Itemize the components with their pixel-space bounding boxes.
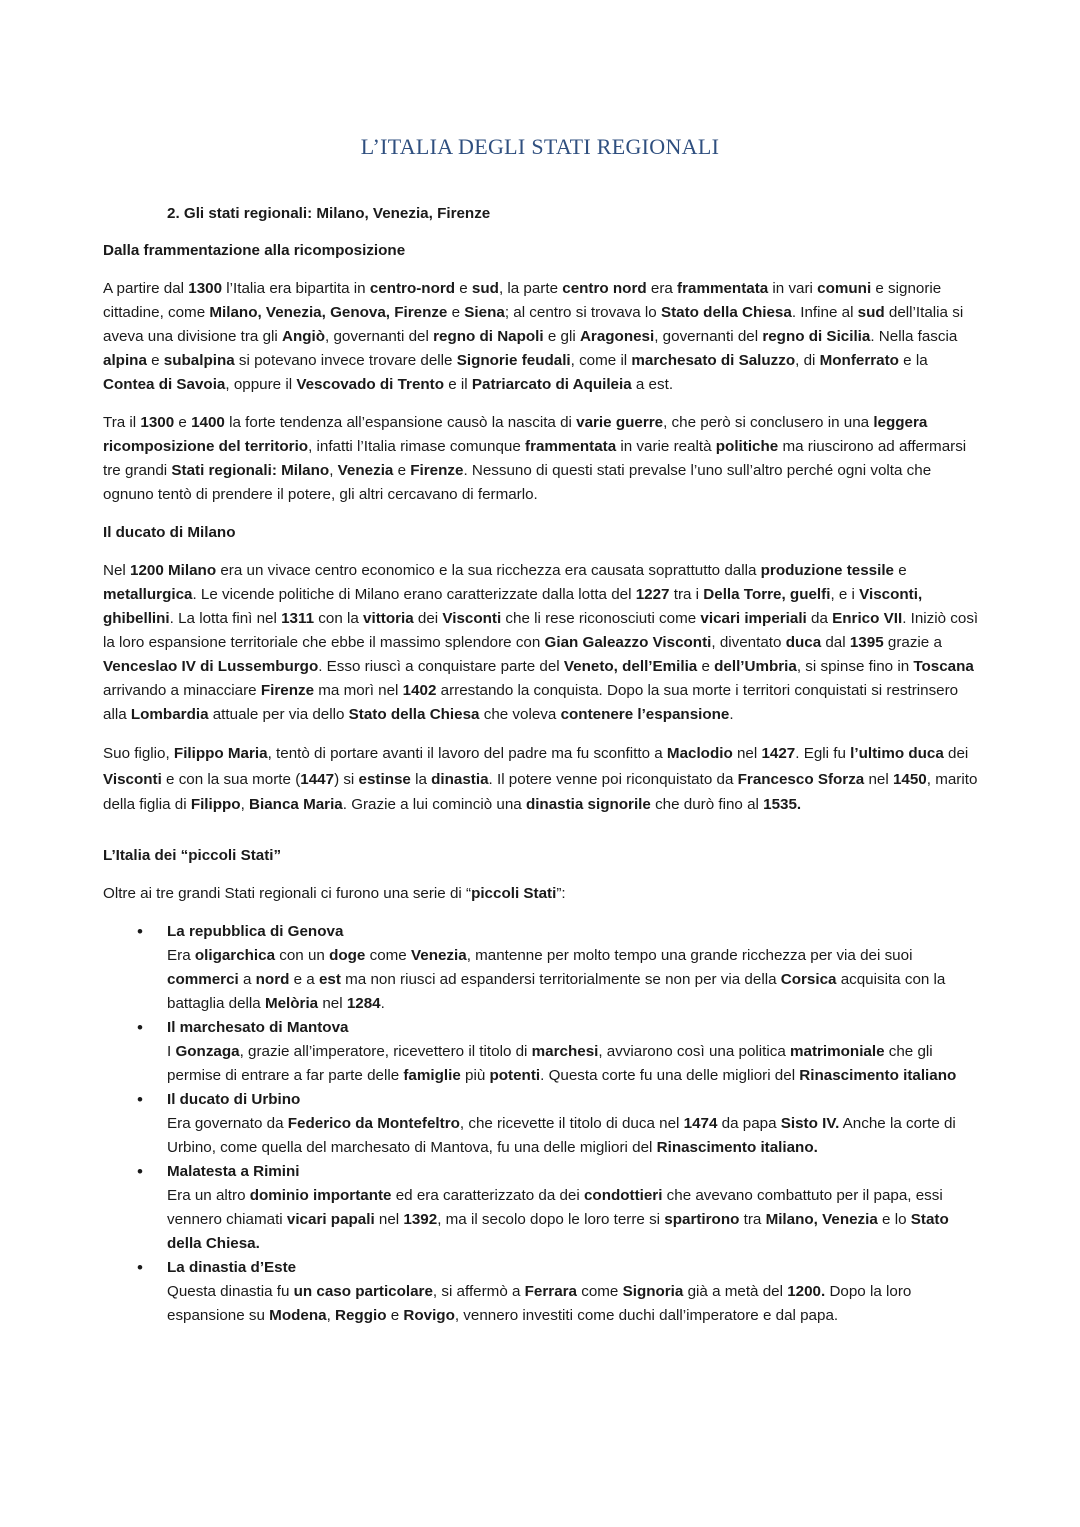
list-item-text: Era un altro dominio importante ed era caratterizzato da dei condottieri che avevano combattuto per il papa, essi vennero chiamati vicari papali nel 1392, ma il secolo dopo le loro terre si spartirono tra Milano, Venezia e lo Stato della Chiesa.	[167, 1186, 949, 1252]
list-item-text: Questa dinastia fu un caso particolare, si affermò a Ferrara come Signoria già a metà del 1200. Dopo la loro espansione su Modena, Reggio e Rovigo, vennero investiti come duchi dall’imperatore e dal papa.	[167, 1282, 912, 1324]
paragraph-5: Oltre ai tre grandi Stati regionali ci furono una serie di “piccoli Stati”:	[103, 884, 566, 902]
list-item	[103, 1088, 979, 1160]
list-item-title: • Il ducato di Urbino	[167, 1090, 301, 1108]
list-item-title: • Il marchesato di Mantova	[167, 1018, 349, 1036]
page-title: L’ITALIA DEGLI STATI REGIONALI	[360, 134, 720, 159]
paragraph-4: Suo figlio, Filippo Maria, tentò di portare avanti il lavoro del padre ma fu sconfitto a Maclodio nel 1427. Egli fu l’ultimo duca dei Visconti e con la sua morte (1447) si estinse la dinastia. Il potere venne poi riconquistato da Francesco Sforza nel 1450, marito della figlia di Filippo, Bianca Maria. Grazie a lui cominciò una dinastia signorile che durò fino al 1535.	[103, 745, 978, 813]
chapter-subtitle: 2. Gli stati regionali: Milano, Venezia, Firenze	[167, 205, 491, 222]
paragraph-2: Tra il 1300 e 1400 la forte tendenza all’espansione causò la nascita di varie guerre, che però si conclusero in una leggera ricomposizione del territorio, infatti l’Italia rimase comunque frammentata in varie realtà politiche ma riuscirono ad affermarsi tre grandi Stati regionali: Milano, Venezia e Firenze. Nessuno di questi stati prevalse l’uno sull’altro perché ogni volta che ognuno tentò di prendere il potere, gli altri cercavano di fermarlo.	[103, 414, 967, 503]
list-item	[103, 1016, 979, 1088]
list-item-text: I Gonzaga, grazie all’imperatore, ricevettero il titolo di marchesi, avviarono così una politica matrimoniale che gli permise di entrare a far parte delle famiglie più potenti. Questa corte fu una delle migliori del Rinascimento italiano	[167, 1042, 957, 1084]
paragraph-3: Nel 1200 Milano era un vivace centro economico e la sua ricchezza era causata soprattutto dalla produzione tessile e metallurgica. Le vicende politiche di Milano erano caratterizzate dalla lotta del 1227 tra i Della Torre, guelfi, e i Visconti, ghibellini. La lotta finì nel 1311 con la vittoria dei Visconti che li rese riconosciuti come vicari imperiali da Enrico VII. Iniziò così la loro espansione territoriale che ebbe il massimo splendore con Gian Galeazzo Visconti, diventato duca dal 1395 grazie a Venceslao IV di Lussemburgo. Esso riuscì a conquistare parte del Veneto, dell’Emilia e dell’Umbria, si spinse fino in Toscana arrivando a minacciare Firenze ma morì nel 1402 arrestando la conquista. Dopo la sua morte i territori conquistati si restrinsero alla Lombardia attuale per via dello Stato della Chiesa che voleva contenere l’espansione.	[103, 562, 979, 723]
section-heading-piccoli-stati: L’Italia dei “piccoli Stati”	[103, 846, 282, 864]
list-item-title: • La dinastia d’Este	[167, 1258, 297, 1276]
section-heading-frammentazione: Dalla frammentazione alla ricomposizione	[103, 242, 406, 259]
section-heading-milano: Il ducato di Milano	[103, 524, 236, 541]
paragraph-1: A partire dal 1300 l’Italia era bipartita in centro-nord e sud, la parte centro nord era frammentata in vari comuni e signorie cittadine, come Milano, Venezia, Genova, Firenze e Siena; al centro si trovava lo Stato della Chiesa. Infine al sud dell’Italia si aveva una divisione tra gli Angiò, governanti del regno di Napoli e gli Aragonesi, governanti del regno di Sicilia. Nella fascia alpina e subalpina si potevano invece trovare delle Signorie feudali, come il marchesato di Saluzzo, di Monferrato e la Contea di Savoia, oppure il Vescovado di Trento e il Patriarcato di Aquileia a est.	[103, 280, 964, 393]
list-item-title: • Malatesta a Rimini	[167, 1162, 300, 1180]
list-item-title: • La repubblica di Genova	[167, 922, 344, 940]
piccoli-stati-list	[103, 920, 979, 1328]
list-item	[103, 1160, 979, 1256]
list-item-text: Era governato da Federico da Montefeltro, che ricevette il titolo di duca nel 1474 da papa Sisto IV. Anche la corte di Urbino, come quella del marchesato di Mantova, fu una delle migliori del Rinascimento italiano.	[167, 1114, 956, 1156]
list-item-text: Era oligarchica con un doge come Venezia, mantenne per molto tempo una grande ricchezza per via dei suoi commerci a nord e a est ma non riusci ad espandersi territorialmente se non per via della Corsica acquisita con la battaglia della Melòria nel 1284.	[167, 946, 946, 1012]
list-item	[103, 1256, 979, 1328]
document-body	[103, 202, 979, 1328]
list-item	[103, 920, 979, 1016]
